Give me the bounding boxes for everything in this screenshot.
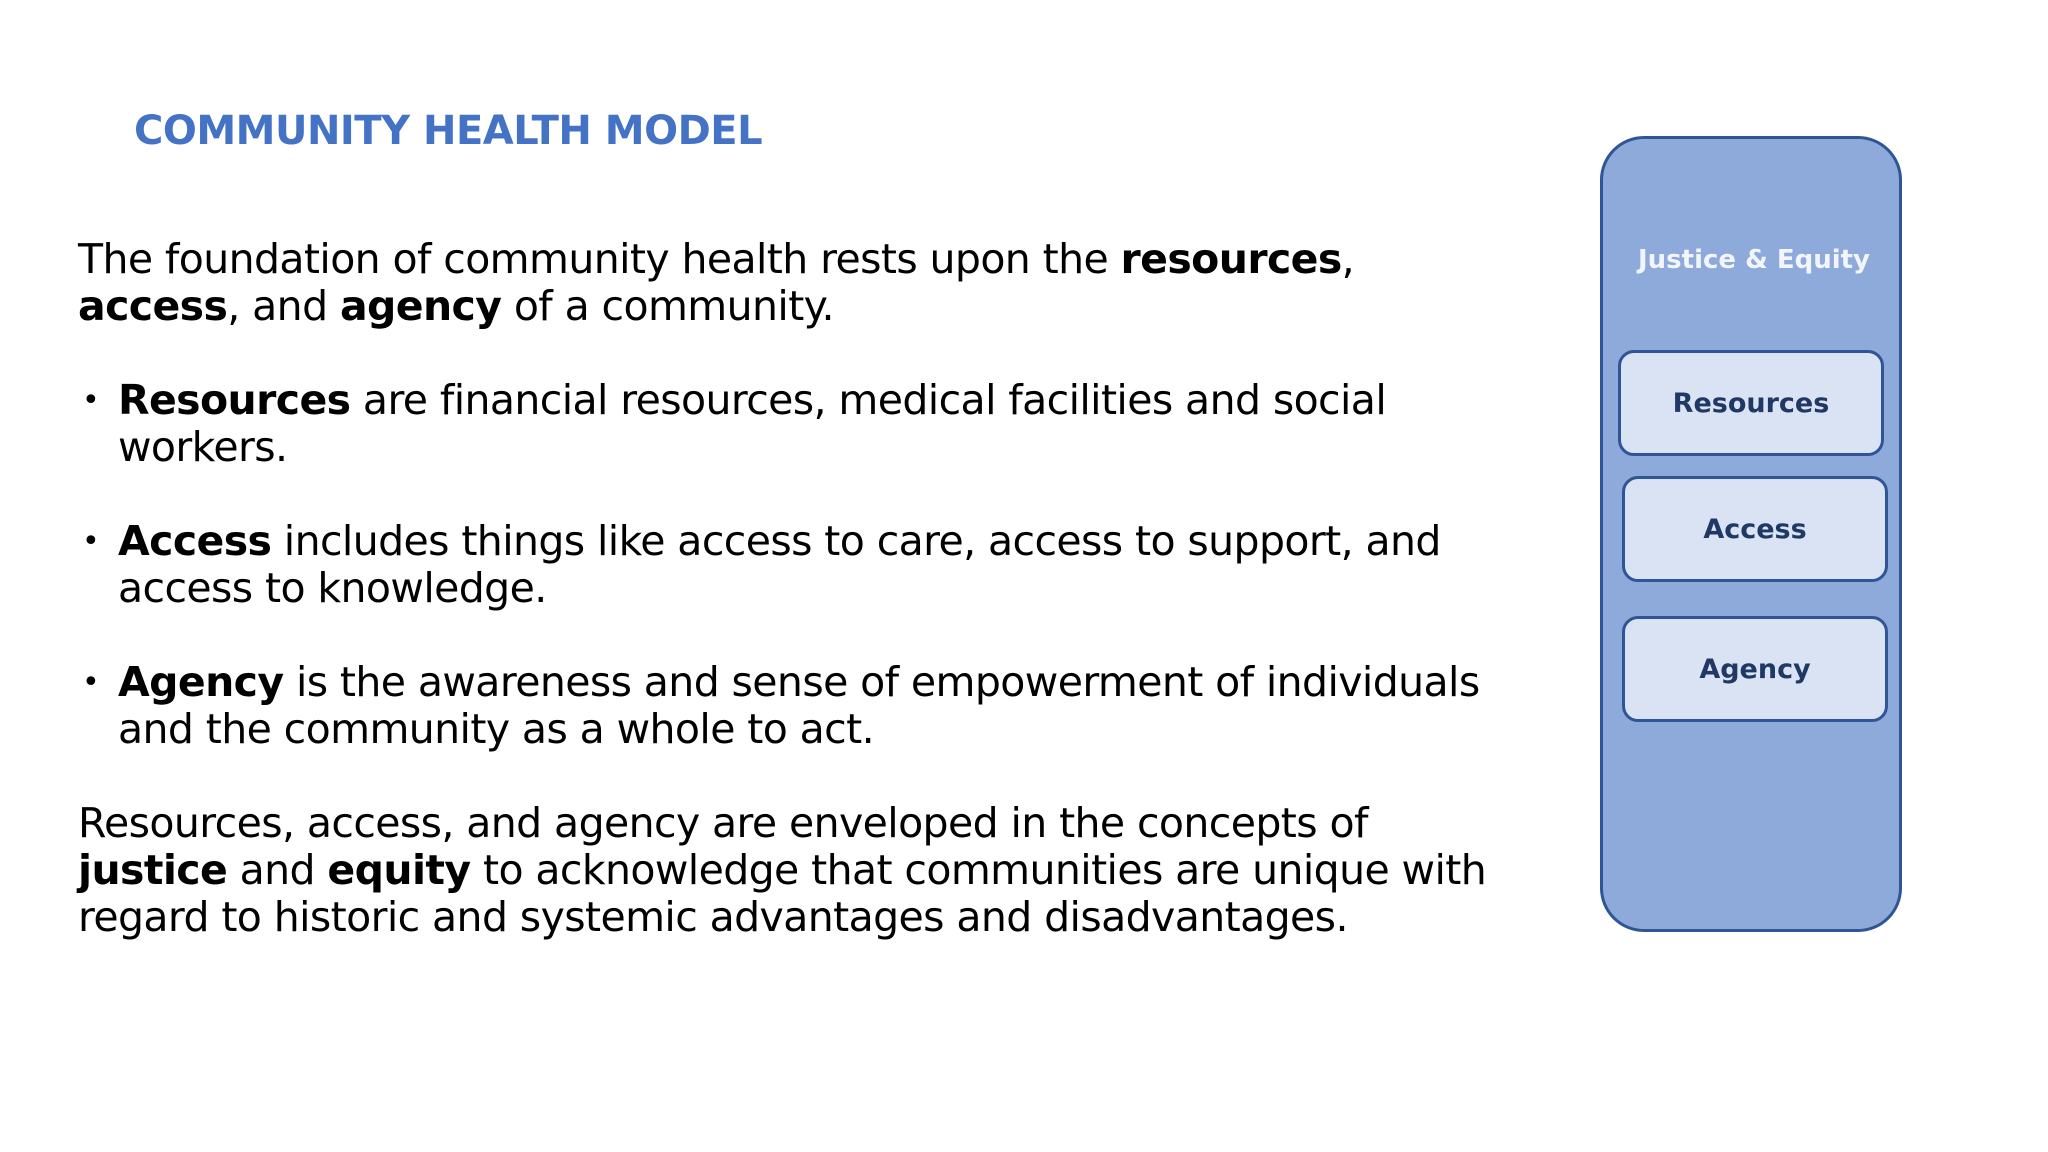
agency-box: Agency <box>1622 616 1888 722</box>
intro-bold-agency: agency <box>339 282 502 330</box>
access-box: Access <box>1622 476 1888 582</box>
bullet-text: are financial resources, medical facilities and social workers. <box>118 376 1387 471</box>
bullet-text: is the awareness and sense of empowerment of individuals and the community as a whole to act. <box>118 658 1480 753</box>
bullet-dot-icon: • <box>82 524 100 559</box>
bullet-item-agency <box>78 659 1518 753</box>
community-health-diagram <box>1600 136 1910 936</box>
bullet-item-resources <box>78 377 1518 471</box>
closing-bold-justice: justice <box>78 846 228 894</box>
bullet-dot-icon: • <box>82 665 100 700</box>
bullet-item-access <box>78 518 1518 612</box>
closing-text-3: to acknowledge that communities are unique with regard to historic and systemic advantages and disadvantages. <box>78 846 1487 941</box>
intro-text-2: , <box>1341 235 1355 283</box>
intro-paragraph <box>78 236 1518 330</box>
intro-text-4: of a community. <box>501 282 834 330</box>
intro-bold-resources: resources <box>1120 235 1342 283</box>
resources-box: Resources <box>1618 350 1884 456</box>
closing-bold-equity: equity <box>327 846 471 894</box>
slide-body <box>78 236 1518 941</box>
intro-text-1: The foundation of community health rests upon the <box>78 235 1121 283</box>
intro-bold-access: access <box>78 282 228 330</box>
bullet-list <box>78 377 1518 753</box>
bullet-text: includes things like access to care, access to support, and access to knowledge. <box>118 517 1441 612</box>
justice-equity-label: Justice & Equity <box>1638 245 1870 275</box>
bullet-term: Resources <box>118 376 351 424</box>
closing-text-1: Resources, access, and agency are enveloped in the concepts of <box>78 799 1368 847</box>
slide-title: COMMUNITY HEALTH MODEL <box>134 108 763 154</box>
bullet-term: Access <box>118 517 272 565</box>
bullet-dot-icon: • <box>82 383 100 418</box>
bullet-term: Agency <box>118 658 284 706</box>
closing-paragraph <box>78 800 1518 941</box>
closing-text-2: and <box>227 846 328 894</box>
intro-text-3: , and <box>227 282 340 330</box>
